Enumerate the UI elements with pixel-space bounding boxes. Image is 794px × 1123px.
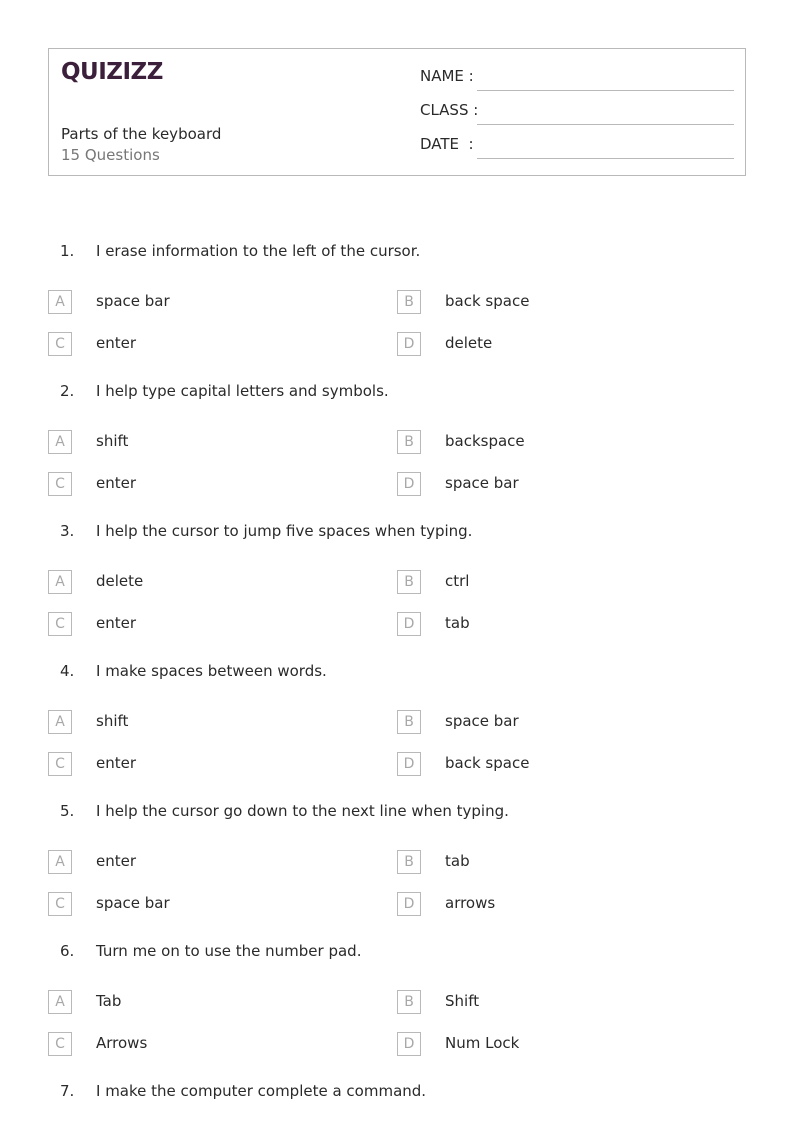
option-text: ctrl [445,572,470,590]
answer-option-a[interactable] [48,850,348,874]
option-letter-box[interactable]: C [48,752,72,776]
question-text: I make the computer complete a command. [96,1082,427,1100]
option-text: backspace [445,432,525,450]
question-text: I make spaces between words. [96,662,327,680]
worksheet-title: Parts of the keyboard [61,125,222,143]
option-letter-box[interactable]: A [48,570,72,594]
option-text: back space [445,292,530,310]
answer-option-d[interactable] [397,752,697,776]
answer-option-d[interactable] [397,892,697,916]
option-text: tab [445,614,470,632]
option-text: enter [96,474,137,492]
name-line[interactable] [477,90,734,91]
question-text: I help the cursor to jump five spaces when typing. [96,522,473,540]
option-letter-box[interactable]: B [397,710,421,734]
answer-option-d[interactable] [397,472,697,496]
option-letter-box[interactable]: B [397,570,421,594]
answer-option-a[interactable] [48,430,348,454]
date-line[interactable] [477,158,734,159]
option-text: delete [445,334,493,352]
answer-option-a[interactable] [48,290,348,314]
option-text: enter [96,754,137,772]
option-text: tab [445,852,470,870]
class-label: CLASS : [420,101,479,119]
answer-option-b[interactable] [397,850,697,874]
question-text: I help the cursor go down to the next line when typing. [96,802,509,820]
option-text: space bar [96,894,170,912]
option-text: back space [445,754,530,772]
answer-option-a[interactable] [48,710,348,734]
option-text: Shift [445,992,480,1010]
answer-option-c[interactable] [48,1032,348,1056]
option-text: Num Lock [445,1034,520,1052]
option-text: enter [96,852,137,870]
answer-option-d[interactable] [397,1032,697,1056]
date-label: DATE : [420,135,474,153]
answer-option-b[interactable] [397,430,697,454]
question-number: 3. [60,522,75,540]
option-letter-box[interactable]: A [48,850,72,874]
option-text: delete [96,572,144,590]
question-text: Turn me on to use the number pad. [96,942,362,960]
question-number: 7. [60,1082,75,1100]
option-text: space bar [445,474,519,492]
question-number: 5. [60,802,75,820]
option-text: shift [96,432,129,450]
option-text: enter [96,334,137,352]
class-line[interactable] [477,124,734,125]
question-number: 6. [60,942,75,960]
option-text: space bar [445,712,519,730]
option-letter-box[interactable]: C [48,612,72,636]
option-letter-box[interactable]: B [397,990,421,1014]
quizizz-logo: QUIZIZZ [61,59,163,85]
worksheet-header [48,48,746,176]
option-letter-box[interactable]: C [48,332,72,356]
answer-option-b[interactable] [397,990,697,1014]
class-field[interactable] [420,101,734,125]
answer-option-b[interactable] [397,290,697,314]
option-letter-box[interactable]: D [397,472,421,496]
option-letter-box[interactable]: D [397,892,421,916]
answer-option-c[interactable] [48,752,348,776]
answer-option-b[interactable] [397,710,697,734]
answer-option-d[interactable] [397,612,697,636]
date-field[interactable] [420,135,734,159]
option-text: space bar [96,292,170,310]
answer-option-d[interactable] [397,332,697,356]
option-letter-box[interactable]: B [397,850,421,874]
answer-option-b[interactable] [397,570,697,594]
option-letter-box[interactable]: D [397,752,421,776]
option-letter-box[interactable]: A [48,990,72,1014]
option-letter-box[interactable]: D [397,332,421,356]
question-number: 2. [60,382,75,400]
option-text: Tab [96,992,122,1010]
name-label: NAME : [420,67,474,85]
option-text: Arrows [96,1034,148,1052]
answer-option-a[interactable] [48,990,348,1014]
option-text: arrows [445,894,496,912]
option-letter-box[interactable]: A [48,430,72,454]
question-text: I help type capital letters and symbols. [96,382,389,400]
answer-option-c[interactable] [48,892,348,916]
question-number: 4. [60,662,75,680]
question-number: 1. [60,242,75,260]
option-letter-box[interactable]: A [48,710,72,734]
answer-option-c[interactable] [48,612,348,636]
option-letter-box[interactable]: D [397,1032,421,1056]
name-field[interactable] [420,67,734,91]
option-letter-box[interactable]: A [48,290,72,314]
option-text: enter [96,614,137,632]
option-letter-box[interactable]: B [397,290,421,314]
question-count: 15 Questions [61,146,160,164]
option-letter-box[interactable]: C [48,1032,72,1056]
option-letter-box[interactable]: B [397,430,421,454]
option-text: shift [96,712,129,730]
option-letter-box[interactable]: D [397,612,421,636]
option-letter-box[interactable]: C [48,892,72,916]
answer-option-c[interactable] [48,472,348,496]
answer-option-c[interactable] [48,332,348,356]
question-text: I erase information to the left of the cursor. [96,242,421,260]
answer-option-a[interactable] [48,570,348,594]
option-letter-box[interactable]: C [48,472,72,496]
